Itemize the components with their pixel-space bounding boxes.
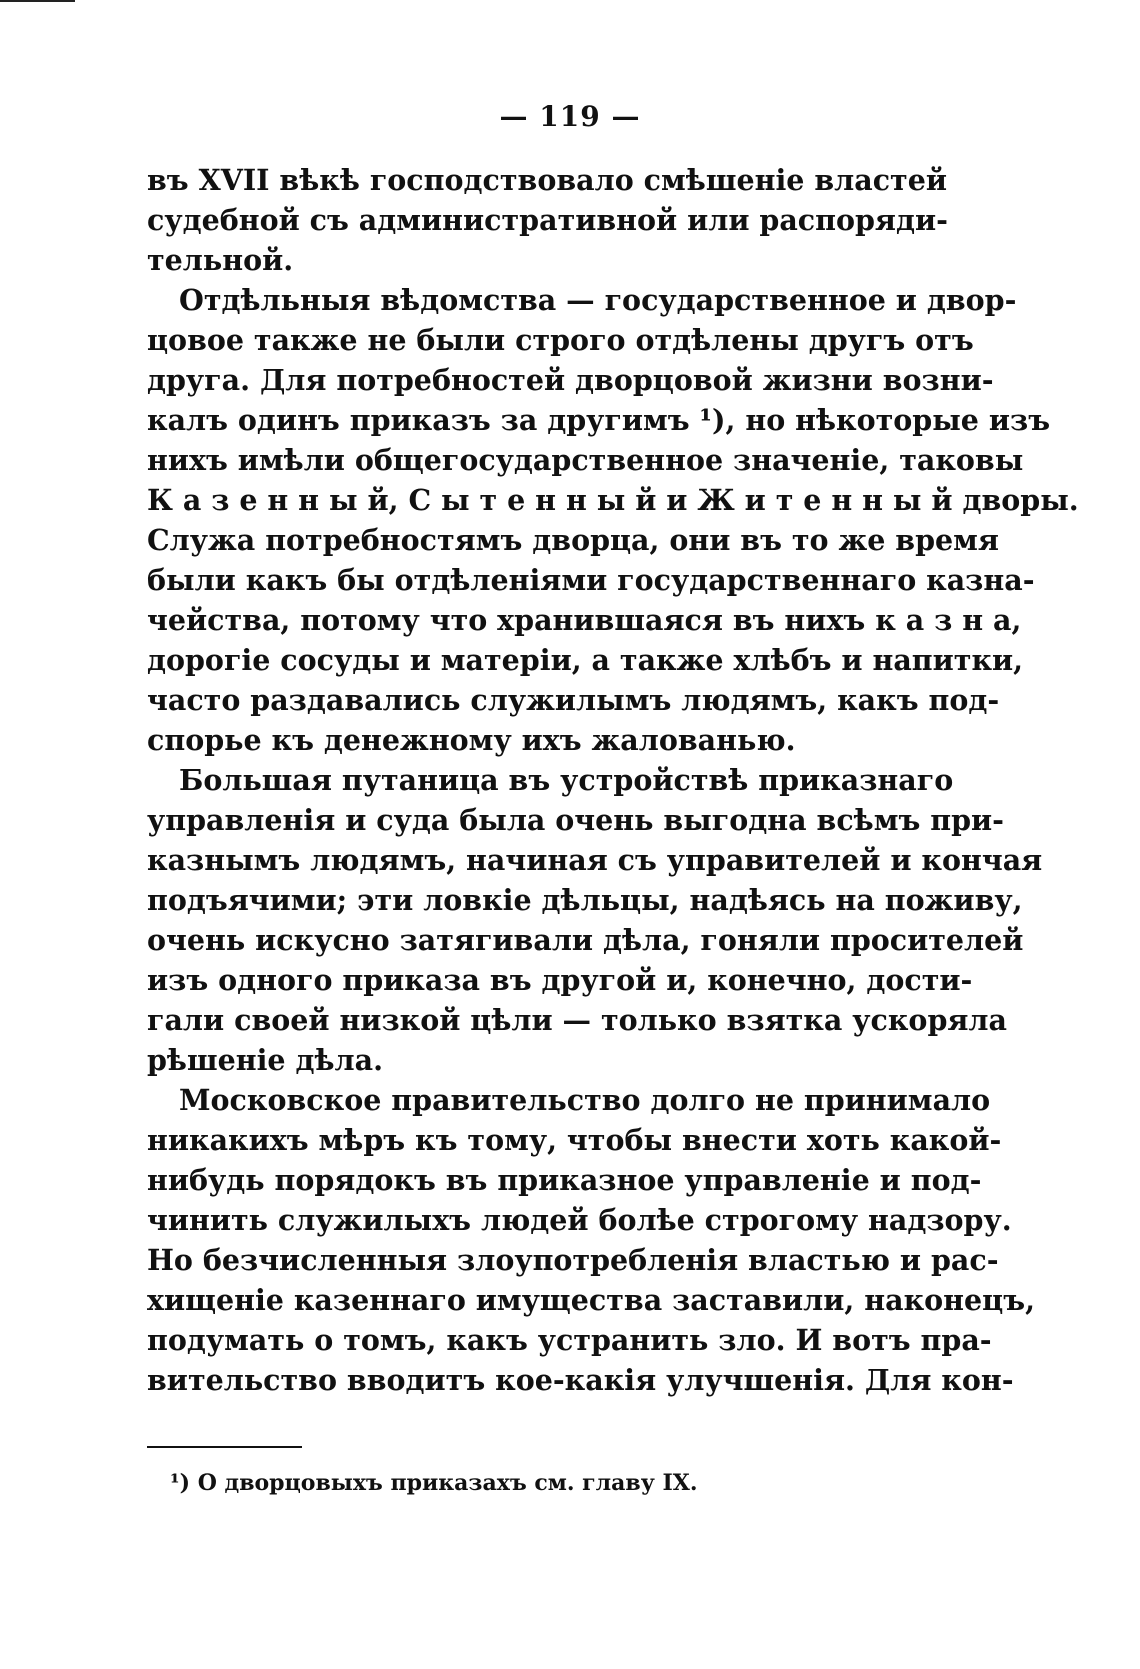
footnote (170, 1470, 697, 1496)
text-line: вительство вводитъ кое-какія улучшенія. Для кон- (147, 1363, 1014, 1397)
text-line: судебной съ административной или распоряди- (147, 203, 948, 237)
text-line: цовое также не были строго отдѣлены другъ отъ (147, 323, 974, 357)
footnote-text: О дворцовыхъ приказахъ см. главу IX. (197, 1470, 698, 1496)
text-line: рѣшеніе дѣла. (147, 1043, 383, 1077)
text-line: чейства, потому что хранившаяся въ нихъ к а з н а, (147, 603, 1022, 637)
text-line: калъ одинъ приказъ за другимъ ¹), но нѣкоторые изъ (147, 403, 1051, 437)
page-number: — 119 — (499, 100, 641, 133)
text-line: К а з е н н ы й, С ы т е н н ы й и Ж и т е н н ы й дворы. (147, 483, 1079, 517)
text-line: Московское правительство долго не принимало (179, 1083, 991, 1117)
text-line: чинить служилыхъ людей болѣе строгому надзору. (147, 1203, 1012, 1237)
text-line: спорье къ денежному ихъ жалованью. (147, 723, 796, 757)
footnote-marker: ¹) (170, 1470, 191, 1496)
text-line: нибудь порядокъ въ приказное управленіе и под- (147, 1163, 982, 1197)
text-line: нихъ имѣли общегосударственное значеніе, таковы (147, 443, 1024, 477)
text-line: подумать о томъ, какъ устранить зло. И вотъ пра- (147, 1323, 992, 1357)
text-line: гали своей низкой цѣли — только взятка ускоряла (147, 1003, 1007, 1037)
text-line: тельной. (147, 243, 294, 277)
text-line: дорогіе сосуды и матеріи, а также хлѣбъ и напитки, (147, 643, 1024, 677)
footnote-divider (147, 1446, 302, 1448)
body-text (147, 160, 1079, 1400)
text-line: изъ одного приказа въ другой и, конечно, дости- (147, 963, 973, 997)
text-line: друга. Для потребностей дворцовой жизни возни- (147, 363, 994, 397)
text-line: Но безчисленныя злоупотребленія властью и рас- (147, 1243, 999, 1277)
scan-edge-mark (0, 0, 75, 2)
text-line: въ XVII вѣкѣ господствовало смѣшеніе властей (147, 163, 947, 197)
text-line: Служа потребностямъ дворца, они въ то же время (147, 523, 999, 557)
text-line: подъячими; эти ловкіе дѣльцы, надѣясь на поживу, (147, 883, 1023, 917)
text-line: никакихъ мѣръ къ тому, чтобы внести хоть какой- (147, 1123, 1002, 1157)
text-line: хищеніе казеннаго имущества заставили, наконецъ, (147, 1283, 1036, 1317)
text-line: Отдѣльныя вѣдомства — государственное и двор- (179, 283, 1017, 317)
text-line: были какъ бы отдѣленіями государственнаго казна- (147, 563, 1035, 597)
text-line: казнымъ людямъ, начиная съ управителей и кончая (147, 843, 1043, 877)
text-line: управленія и суда была очень выгодна всѣмъ при- (147, 803, 1005, 837)
text-line: часто раздавались служилымъ людямъ, какъ под- (147, 683, 1000, 717)
text-line: очень искусно затягивали дѣла, гоняли просителей (147, 923, 1024, 957)
text-line: Большая путаница въ устройствѣ приказнаго (179, 763, 954, 797)
